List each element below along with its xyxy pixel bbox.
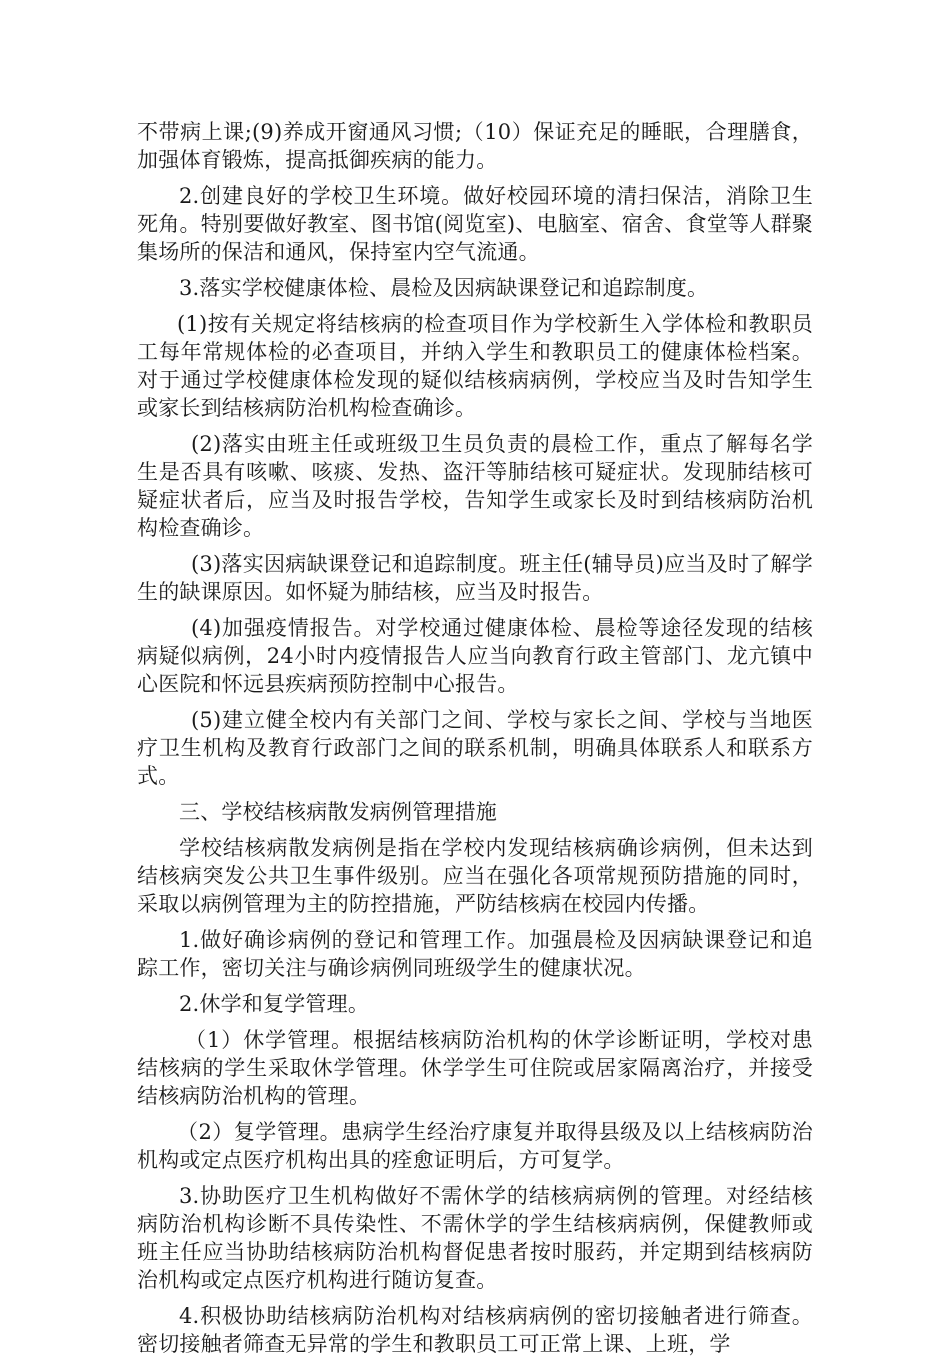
paragraph-close-contact-screening: 4.积极协助结核病防治机构对结核病病例的密切接触者进行筛查。密切接触者筛查无异常的学生和教职员工可正常上课、上班，学 xyxy=(137,1304,813,1356)
paragraph-suspension-management: （1）休学管理。根据结核病防治机构的休学诊断证明，学校对患结核病的学生采取休学管理。休学学生可住院或居家隔离治疗，并接受结核病防治机构的管理。 xyxy=(137,1028,813,1108)
paragraph-item-4-epidemic-report: (4)加强疫情报告。对学校通过健康体检、晨检等途径发现的结核病疑似病例，24小时内疫情报告人应当向教育行政主管部门、龙亢镇中心医院和怀远县疾病预防控制中心报告。 xyxy=(137,616,813,696)
paragraph-continuation: 不带病上课;(9)养成开窗通风习惯;（10）保证充足的睡眠，合理膳食，加强体育锻炼，提高抵御疾病的能力。 xyxy=(137,120,813,172)
paragraph-suspension-heading: 2.休学和复学管理。 xyxy=(179,992,370,1016)
paragraph-item-5-liaison: (5)建立健全校内有关部门之间、学校与家长之间、学校与当地医疗卫生机构及教育行政部门之间的联系机制，明确具体联系人和联系方式。 xyxy=(137,708,813,788)
paragraph-school-environment: 2.创建良好的学校卫生环境。做好校园环境的清扫保洁，消除卫生死角。特别要做好教室、图书馆(阅览室)、电脑室、宿舍、食堂等人群聚集场所的保洁和通风，保持室内空气流通。 xyxy=(137,184,813,264)
document-body xyxy=(137,118,813,1364)
paragraph-item-1-physical-exam: (1)按有关规定将结核病的检查项目作为学校新生入学体检和教职员工每年常规体检的必查项目，并纳入学生和教职员工的健康体检档案。对于通过学校健康体检发现的疑似结核病病例，学校应当及时告知学生或家长到结核病防治机构检查确诊。 xyxy=(137,312,813,420)
paragraph-health-check-heading: 3.落实学校健康体检、晨检及因病缺课登记和追踪制度。 xyxy=(179,276,709,300)
section-heading-sporadic-cases: 三、学校结核病散发病例管理措施 xyxy=(179,800,497,824)
paragraph-resumption-management: （2）复学管理。患病学生经治疗康复并取得县级及以上结核病防治机构或定点医疗机构出具的痊愈证明后，方可复学。 xyxy=(137,1120,813,1172)
paragraph-case-registration: 1.做好确诊病例的登记和管理工作。加强晨检及因病缺课登记和追踪工作，密切关注与确诊病例同班级学生的健康状况。 xyxy=(137,928,813,980)
paragraph-non-suspension-cases: 3.协助医疗卫生机构做好不需休学的结核病病例的管理。对经结核病防治机构诊断不具传染性、不需休学的学生结核病病例，保健教师或班主任应当协助结核病防治机构督促患者按时服药，并定期到结核病防治机构或定点医疗机构进行随访复查。 xyxy=(137,1184,813,1292)
paragraph-sporadic-definition: 学校结核病散发病例是指在学校内发现结核病确诊病例，但未达到结核病突发公共卫生事件级别。应当在强化各项常规预防措施的同时，采取以病例管理为主的防控措施，严防结核病在校园内传播。 xyxy=(137,836,813,916)
paragraph-item-3-absence-tracking: (3)落实因病缺课登记和追踪制度。班主任(辅导员)应当及时了解学生的缺课原因。如怀疑为肺结核，应当及时报告。 xyxy=(137,552,813,604)
paragraph-item-2-morning-check: (2)落实由班主任或班级卫生员负责的晨检工作，重点了解每名学生是否具有咳嗽、咳痰、发热、盗汗等肺结核可疑症状。发现肺结核可疑症状者后，应当及时报告学校，告知学生或家长及时到结核病防治机构检查确诊。 xyxy=(137,432,813,540)
